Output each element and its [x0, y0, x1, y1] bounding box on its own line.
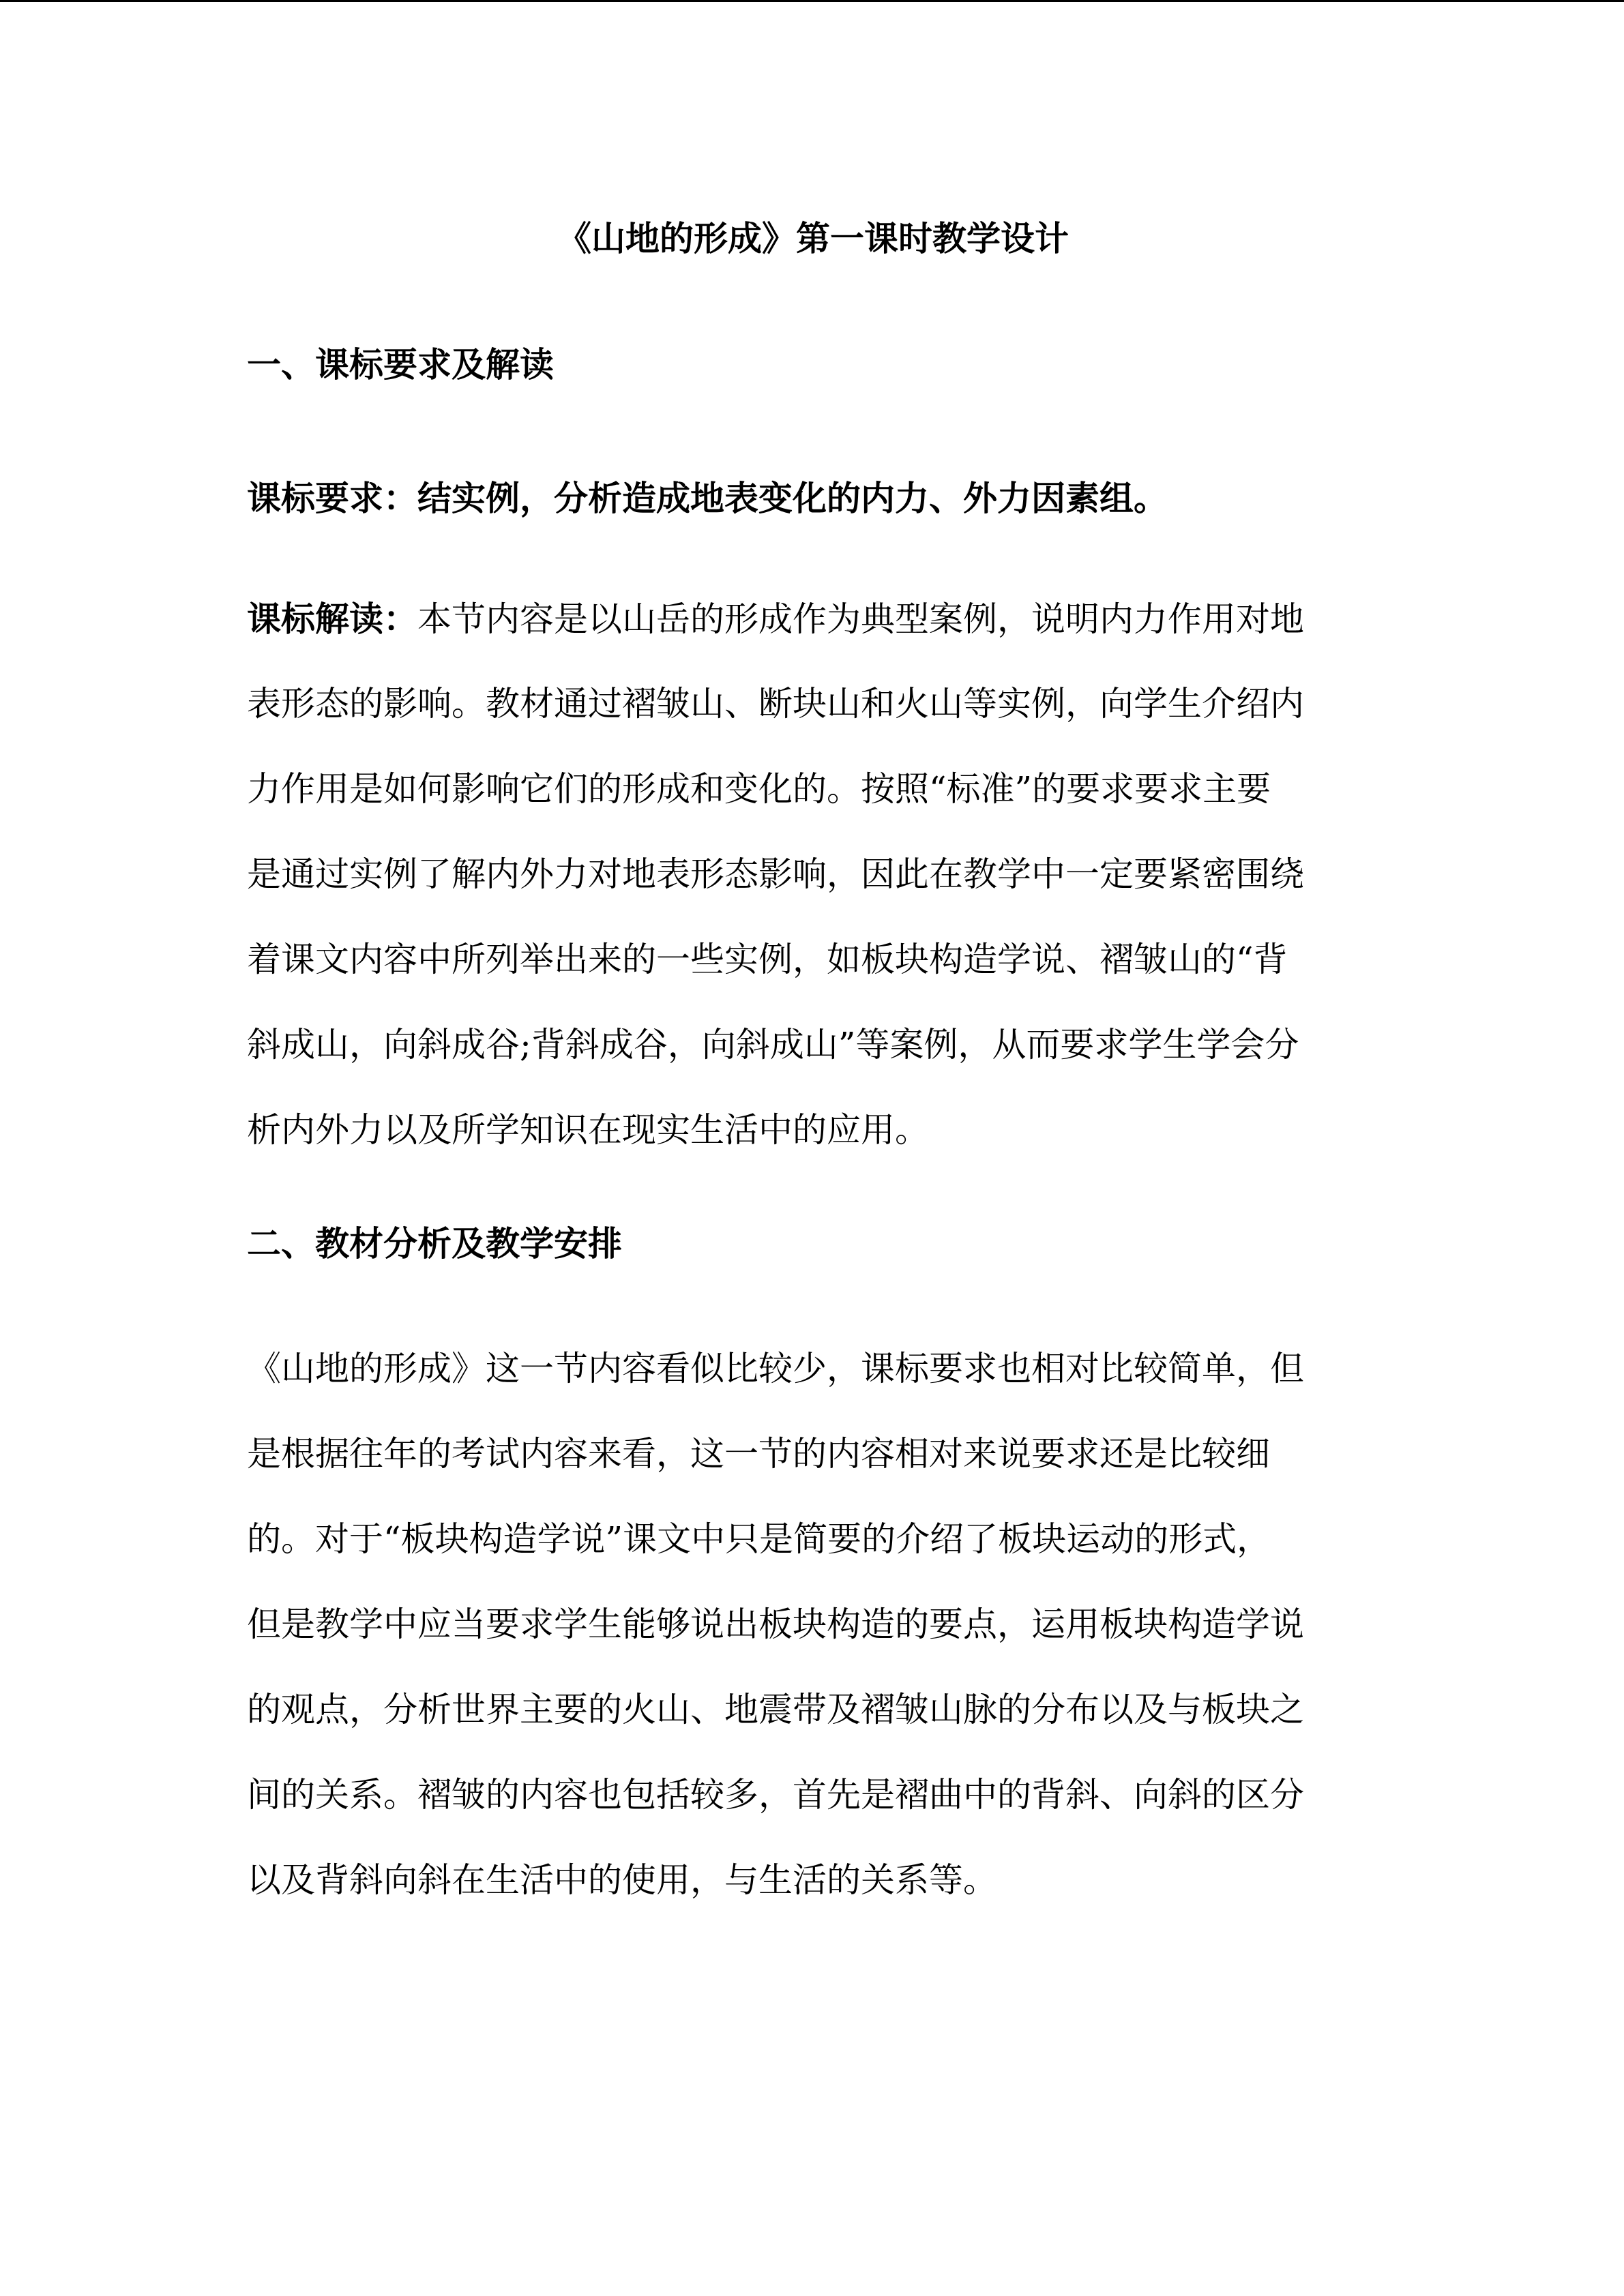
textbook-analysis-paragraph [247, 1326, 1379, 1923]
interpretation-line-7: 析内外力以及所学知识在现实生活中的应用。 [247, 1110, 929, 1150]
analysis-line-3: 的。对于“板块构造学说”课文中只是简要的介绍了板块运动的形式， [247, 1519, 1271, 1559]
section2-heading: 二、教材分析及教学安排 [247, 1223, 622, 1264]
analysis-line-7: 以及背斜向斜在生活中的使用，与生活的关系等。 [247, 1860, 997, 1900]
interpretation-line-5: 着课文内容中所列举出来的一些实例，如板块构造学说、褶皱山的“背 [247, 940, 1288, 979]
analysis-line-6: 间的关系。褶皱的内容也包括较多，首先是褶曲中的背斜、向斜的区分 [247, 1775, 1304, 1815]
course-standard-interpretation [247, 576, 1379, 1173]
document-title: 《山地的形成》第一课时教学设计 [557, 218, 1069, 258]
requirement-text: 结实例，分析造成地表变化的内力、外力因素组。 [417, 478, 1168, 518]
analysis-line-5: 的观点，分析世界主要的火山、地震带及褶皱山脉的分布以及与板块之 [247, 1690, 1304, 1729]
interpretation-line-6: 斜成山，向斜成谷;背斜成谷，向斜成山”等案例，从而要求学生学会分 [247, 1025, 1299, 1064]
analysis-line-4: 但是教学中应当要求学生能够说出板块构造的要点，运用板块构造学说 [247, 1605, 1304, 1644]
document-page [247, 205, 1379, 1900]
course-standard-requirement [247, 456, 1379, 541]
interpretation-line-2: 表形态的影响。教材通过褶皱山、断块山和火山等实例，向学生介绍内 [247, 684, 1304, 724]
interpretation-line-3: 力作用是如何影响它们的形成和变化的。按照“标准”的要求要求主要 [247, 769, 1271, 809]
analysis-line-1: 《山地的形成》这一节内容看似比较少，课标要求也相对比较简单，但 [247, 1349, 1304, 1388]
interpretation-line-1 [247, 576, 1379, 661]
interpretation-text-1: 本节内容是以山岳的形成作为典型案例，说明内力作用对地 [417, 599, 1304, 639]
interpretation-line-4: 是通过实例了解内外力对地表形态影响，因此在教学中一定要紧密围绕 [247, 854, 1304, 894]
interpretation-label: 课标解读： [247, 599, 417, 639]
section1-heading: 一、课标要求及解读 [247, 344, 554, 385]
requirement-line [247, 456, 1379, 541]
requirement-label: 课标要求： [247, 478, 417, 518]
page-top-border [0, 0, 1624, 2]
analysis-line-2: 是根据往年的考试内容来看，这一节的内容相对来说要求还是比较细 [247, 1434, 1270, 1474]
